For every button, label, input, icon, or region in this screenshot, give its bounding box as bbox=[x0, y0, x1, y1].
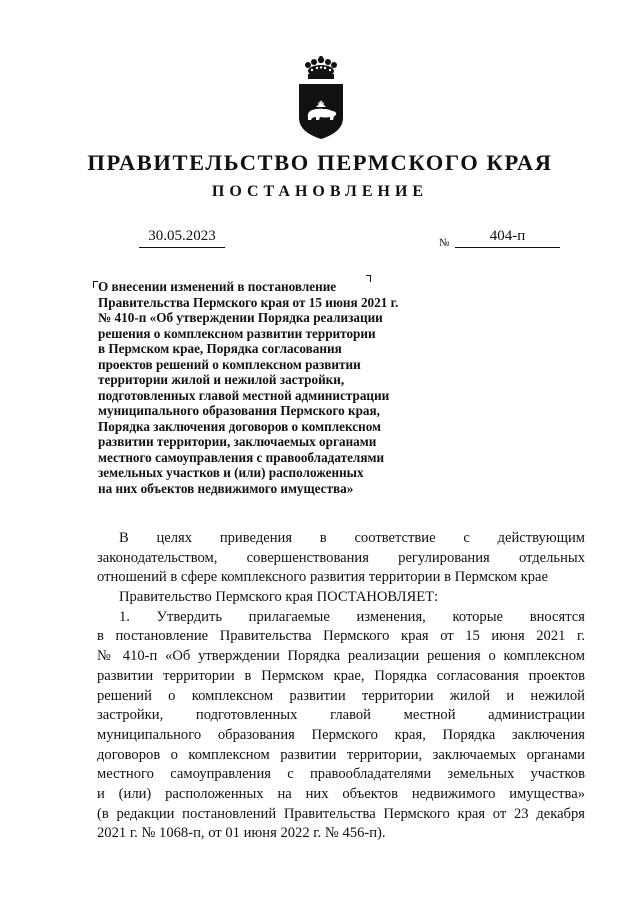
subject-line: земельных участков и (или) расположенных bbox=[98, 465, 364, 480]
body-line: 2021 г. № 1068-п, от 01 июня 2022 г. № 456-п). bbox=[97, 825, 386, 842]
body-line: законодательством, совершенствования регулирования отдельных bbox=[97, 549, 585, 566]
government-title: ПРАВИТЕЛЬСТВО ПЕРМСКОГО КРАЯ bbox=[87, 150, 553, 175]
subject-line: на них объектов недвижимого имущества» bbox=[98, 480, 354, 496]
body-line: договоров о комплексном развитии территории, заключаемых органами bbox=[97, 746, 585, 763]
subject-line: № 410-п «Об утверждении Порядка реализации bbox=[98, 310, 383, 325]
body-line: застройки, подготовленных главой местной администрации bbox=[97, 707, 585, 724]
body-line: № 410-п «Об утверждении Порядка реализации решения о комплексном bbox=[97, 648, 585, 665]
subject-line: подготовленных главой местной администрации bbox=[98, 387, 390, 403]
subject-line: Порядка заключения договоров о комплексном bbox=[98, 418, 382, 434]
body-line: местного самоуправления с правообладателями земельных участков bbox=[97, 766, 585, 783]
coat-of-arms-emblem bbox=[294, 56, 348, 140]
body-line: отношений в сфере комплексного развития территории в Пермском крае bbox=[97, 569, 549, 586]
subject-line: Правительства Пермского края от 15 июня 2021 г. bbox=[98, 294, 399, 310]
body-line: в постановление Правительства Пермского края от 15 июня 2021 г. bbox=[97, 628, 585, 645]
number-label: № bbox=[439, 237, 450, 249]
subject-line: развитии территории, заключаемых органами bbox=[98, 434, 377, 449]
subject-line: местного самоуправления с правообладателями bbox=[98, 449, 385, 465]
body-line: и (или) расположенных на них объектов недвижимого имущества» bbox=[97, 785, 585, 802]
document-subject bbox=[98, 279, 448, 496]
document-number: 404-п bbox=[455, 228, 560, 248]
body-line: развитии территории в Пермском крае, Порядка согласования проектов bbox=[97, 667, 585, 684]
body-line: муниципального образования Пермского края, Порядка заключения bbox=[97, 726, 585, 743]
body-line: В целях приведения в соответствие с действующим bbox=[119, 530, 585, 546]
subject-line: в Пермском крае, Порядка согласования bbox=[98, 341, 342, 356]
body-line: (в редакции постановлений Правительства Пермского края от 23 декабря bbox=[97, 805, 585, 822]
subject-line: проектов решений о комплексном развитии bbox=[98, 356, 361, 372]
body-line: 1. Утвердить прилагаемые изменения, которые вносятся bbox=[119, 608, 585, 625]
body-line: Правительство Пермского края ПОСТАНОВЛЯЕТ: bbox=[119, 589, 439, 606]
document-body bbox=[97, 529, 585, 844]
body-line: решений о комплексном развитии территории жилой и нежилой bbox=[97, 687, 585, 704]
subject-line: О внесении изменений в постановление bbox=[98, 279, 337, 294]
document-date: 30.05.2023 bbox=[139, 228, 225, 248]
subject-line: решения о комплексном развитии территории bbox=[98, 325, 376, 341]
document-type: ПОСТАНОВЛЕНИЕ bbox=[211, 183, 429, 200]
subject-line: территории жилой и нежилой застройки, bbox=[98, 372, 345, 387]
subject-line: муниципального образования Пермского края, bbox=[98, 403, 380, 418]
